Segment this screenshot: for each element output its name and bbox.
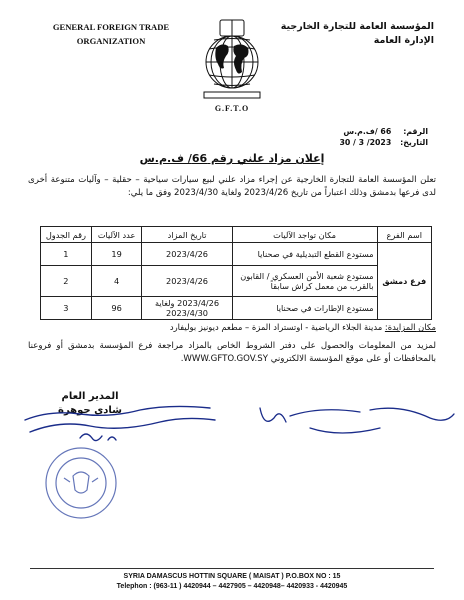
count-cell: 96: [91, 297, 142, 320]
lot-cell: 1: [41, 243, 92, 266]
auction-schedule-table: [40, 226, 432, 320]
header-lot: رقم الجدول: [41, 227, 92, 243]
table-row: [41, 266, 432, 297]
logo-text: G.F.T.O: [214, 104, 250, 113]
footer-divider: [30, 568, 434, 569]
official-seal-icon: [44, 446, 118, 520]
header-branch: اسم الفرع: [377, 227, 431, 243]
handwritten-signature: [20, 380, 220, 450]
reference-number-value: 66 /ف.م.س: [343, 127, 392, 136]
date-cell: 2023/4/26: [142, 243, 232, 266]
date-cell: 2023/4/26 ولغاية 2023/4/30: [142, 297, 232, 320]
footer: [0, 572, 464, 592]
footer-phones: Telephon : (963-11 ) 4420944 – 4427905 – 4420948– 4420933 - 4420945: [116, 583, 348, 590]
table-header-row: [41, 227, 432, 243]
reference-block: [339, 126, 428, 148]
table-row: [41, 243, 432, 266]
reference-number-label: الرقم:: [403, 127, 428, 136]
branch-cell: فرع دمشق: [377, 243, 431, 320]
auction-venue: [170, 322, 436, 332]
signatory-title: المدير العام: [61, 391, 119, 402]
footer-address: SYRIA DAMASCUS HOTTIN SQUARE ( MAISAT ) P.O.BOX NO : 15: [123, 573, 341, 580]
location-cell: مستودع القطع التبديلية في صحنايا: [232, 243, 377, 266]
handwritten-annotation: [250, 388, 460, 448]
venue-label: مكان المزايدة:: [384, 322, 436, 332]
header-count: عدد الآليات: [91, 227, 142, 243]
reference-date: [339, 137, 428, 148]
date-cell: 2023/4/26: [142, 266, 232, 297]
lot-cell: 2: [41, 266, 92, 297]
location-cell: مستودع شعبة الأمن العسكري / القابون بالقرب من معمل كراش سابقاً: [232, 266, 377, 297]
announcement-title: إعلان مزاد علني رقم 66/ ف.م.س: [139, 152, 325, 165]
org-name-english-line1: GENERAL FOREIGN TRADE: [52, 22, 170, 32]
reference-date-label: التاريخ:: [400, 138, 428, 147]
more-info-paragraph: لمزيد من المعلومات والحصول على دفتر الشروط الخاص بالمزاد مراجعة فرع المؤسسة بدمشق أو فروعنا بالمحافظات أو على موقع المؤسسة الالكتروني WWW.GFTO.GOV.SY.: [28, 341, 436, 364]
globe-icon: [198, 18, 266, 104]
reference-date-value: 2023/ 3 / 30: [339, 138, 392, 147]
venue-value: مدينة الجلاء الرياضية - اوتستراد المزة – مطعم ديونيز بوليفارد: [169, 322, 383, 332]
count-cell: 19: [91, 243, 142, 266]
lot-cell: 3: [41, 297, 92, 320]
header-date: تاريخ المزاد: [142, 227, 232, 243]
header-location: مكان تواجد الآليات: [232, 227, 377, 243]
signatory-name: شادي جوهرة: [58, 405, 122, 416]
org-name-arabic: [274, 20, 434, 48]
intro-paragraph: تعلن المؤسسة العامة للتجارة الخارجية عن إجراء مزاد علني لبيع سيارات سياحية – حقلية – وآليات متنوعة أخرى لدى فرعها بدمشق وذلك اعتباراً من تاريخ 2023/4/26 ولغاية 2023/4/30 وفق ما يلي:: [28, 175, 436, 198]
table-row: [41, 297, 432, 320]
org-name-arabic-line2: الإدارة العامة: [373, 35, 434, 46]
org-name-english: [46, 20, 176, 48]
reference-number: [339, 126, 428, 137]
org-name-english-line2: ORGANIZATION: [76, 36, 146, 46]
org-name-arabic-line1: المؤسسة العامة للتجارة الخارجية: [280, 21, 434, 32]
location-cell: مستودع الإطارات في صحنايا: [232, 297, 377, 320]
count-cell: 4: [91, 266, 142, 297]
